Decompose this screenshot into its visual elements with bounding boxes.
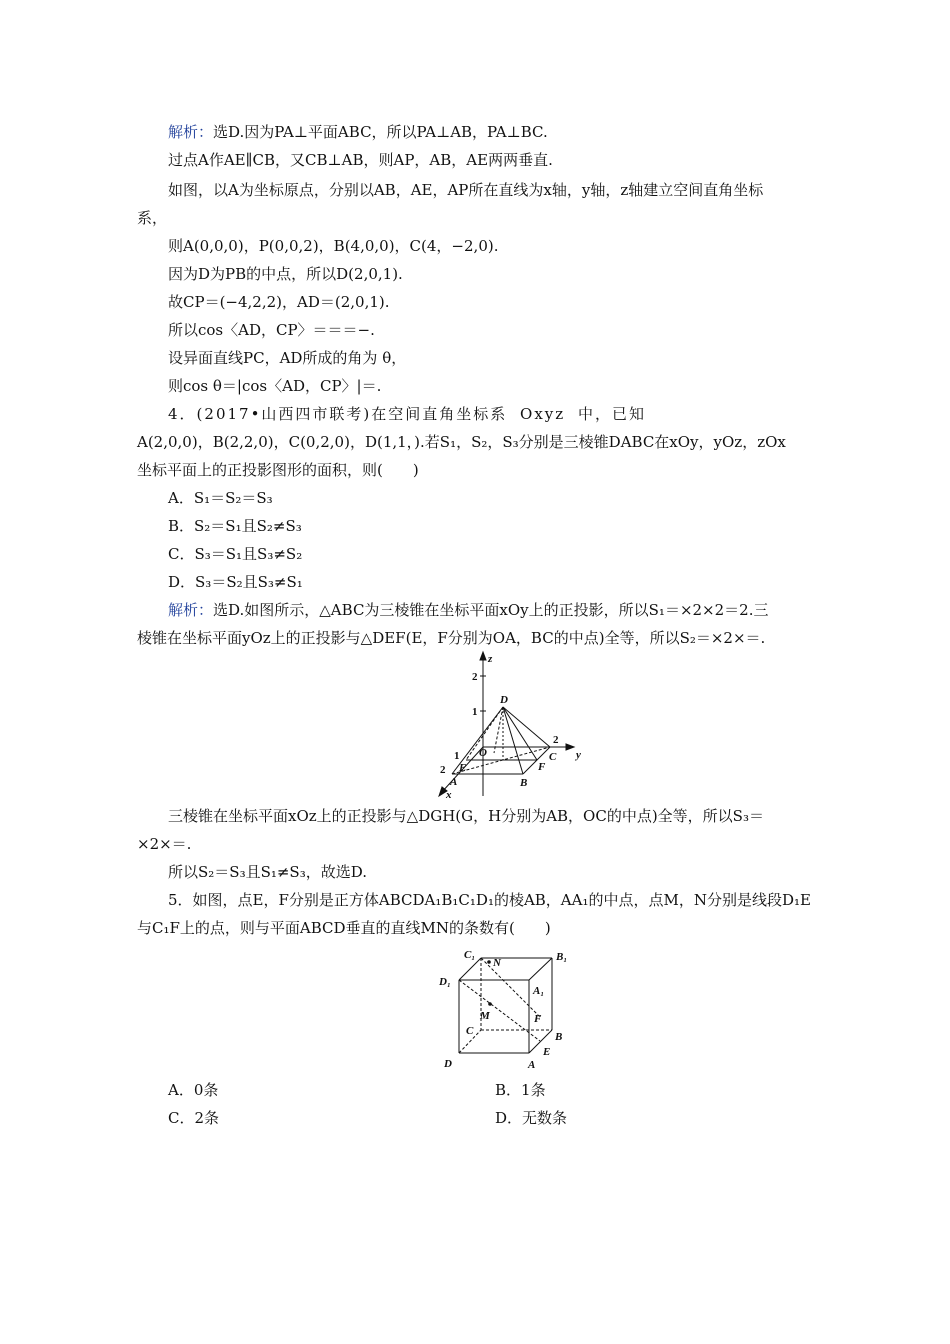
label-x: x <box>446 789 452 800</box>
question-4-solution-line-5: 所以S₂＝S₃且S₁≠S₃，故选D. <box>168 863 367 881</box>
solution-label: 解析： <box>168 123 214 141</box>
point-N <box>487 960 491 964</box>
question-4-line-1: 4．(2017•山西四市联考)在空间直角坐标系 Oxyz 中，已知 <box>168 405 646 423</box>
label-D: D <box>500 694 508 706</box>
solution-label: 解析： <box>168 601 214 619</box>
label-F: F <box>538 761 546 773</box>
solution-line-4: 则A(0,0,0)，P(0,0,2)，B(4,0,0)，C(4，−2,0). <box>168 237 499 255</box>
solution-line-7: 所以cos〈AD，CP〉＝＝＝−. <box>168 321 375 339</box>
label-A: A <box>450 776 458 788</box>
tick-y-2: 2 <box>553 734 559 746</box>
z-arrow-icon <box>480 652 486 660</box>
question-5-option-c: C．2条 <box>168 1109 220 1127</box>
solution-line-5: 因为D为PB的中点，所以D(2,0,1). <box>168 265 403 283</box>
label-N: N <box>493 957 501 969</box>
label-A1: A₁ <box>533 985 545 997</box>
label-D1: D₁ <box>439 976 451 988</box>
y-arrow-icon <box>566 744 574 750</box>
question-5-line-1: 5．如图，点E，F分别是正方体ABCDA₁B₁C₁D₁的棱AB，AA₁的中点，点M，N分别是线段D₁E <box>168 891 811 909</box>
question-4-solution-line-2: 棱锥在坐标平面yOz上的正投影与△DEF(E，F分别为OA，BC的中点)全等，所以S₂＝×2×＝. <box>137 629 766 647</box>
label-F: F <box>534 1013 542 1025</box>
tick-x-2: 2 <box>440 764 446 776</box>
solution-line-3b: 系， <box>137 209 168 227</box>
question-5-option-b: B．1条 <box>495 1081 546 1099</box>
edge-DC <box>503 707 550 747</box>
tick-x-1: 1 <box>454 750 460 762</box>
solution-text: 选D.如图所示，△ABC为三棱锥在坐标平面xOy上的正投影，所以S₁＝×2×2＝2.三 <box>213 601 769 619</box>
question-4-solution-line-1 <box>168 600 768 620</box>
edge-DB <box>503 707 523 774</box>
solution-line-2: 过点A作AE∥CB，又CB⊥AB，则AP，AB，AE两两垂直. <box>168 151 553 169</box>
question-4-option-a: A．S₁＝S₂＝S₃ <box>168 489 273 507</box>
label-C: C <box>466 1025 474 1037</box>
tick-z-2: 2 <box>472 671 478 683</box>
label-M: M <box>480 1010 490 1022</box>
question-4-option-c: C．S₃＝S₁且S₃≠S₂ <box>168 545 303 563</box>
question-4-line-3: 坐标平面上的正投影图形的面积，则( ) <box>137 461 419 479</box>
solution-text: 选D.因为PA⊥平面ABC，所以PA⊥AB，PA⊥BC. <box>213 123 548 141</box>
label-B: B <box>555 1031 563 1043</box>
solution-line-6: 故CP＝(−4,2,2)，AD＝(2,0,1). <box>168 293 390 311</box>
label-A: A <box>528 1059 536 1071</box>
label-y: y <box>576 749 581 761</box>
question-4-line-2: A(2,0,0)，B(2,2,0)，C(0,2,0)，D(1,1，).若S₁，S₂，S₃分别是三棱锥DABC在xOy，yOz，zOx <box>137 433 786 451</box>
question-4-option-b: B．S₂＝S₁且S₂≠S₃ <box>168 517 302 535</box>
segment-C1F <box>481 958 540 1017</box>
solution-line-9: 则cos θ＝|cos〈AD，CP〉|＝. <box>168 377 382 395</box>
question-4-solution-line-3: 三棱锥在坐标平面xOz上的正投影与△DGH(G，H分别为AB，OC的中点)全等，所以S₃＝ <box>168 807 764 825</box>
solution-line-3: 如图，以A为坐标原点，分别以AB，AE，AP所在直线为x轴，y轴，z轴建立空间直角坐标 <box>168 181 764 199</box>
label-z: z <box>488 653 493 665</box>
tetrahedron-figure <box>436 650 586 800</box>
label-O: O <box>479 747 487 759</box>
label-C1: C₁ <box>464 949 476 961</box>
question-5-option-d: D．无数条 <box>495 1109 568 1127</box>
label-E: E <box>543 1046 551 1058</box>
label-B1: B₁ <box>556 951 568 963</box>
label-E: E <box>459 762 467 774</box>
question-5-option-a: A．0条 <box>168 1081 219 1099</box>
point-M <box>488 1002 492 1006</box>
question-4-option-d: D．S₃＝S₂且S₃≠S₁ <box>168 573 303 591</box>
cube-figure <box>432 948 582 1072</box>
label-C: C <box>549 751 557 763</box>
solution-line-1 <box>168 122 548 142</box>
label-B: B <box>520 777 528 789</box>
edge-DO <box>494 707 503 753</box>
solution-line-8: 设异面直线PC，AD所成的角为 θ， <box>168 349 407 367</box>
question-5-line-2: 与C₁F上的点，则与平面ABCD垂直的直线MN的条数有( ) <box>137 919 551 937</box>
question-4-solution-line-4: ×2×＝. <box>137 835 192 853</box>
tick-z-1: 1 <box>472 706 478 718</box>
label-D: D <box>444 1058 452 1070</box>
